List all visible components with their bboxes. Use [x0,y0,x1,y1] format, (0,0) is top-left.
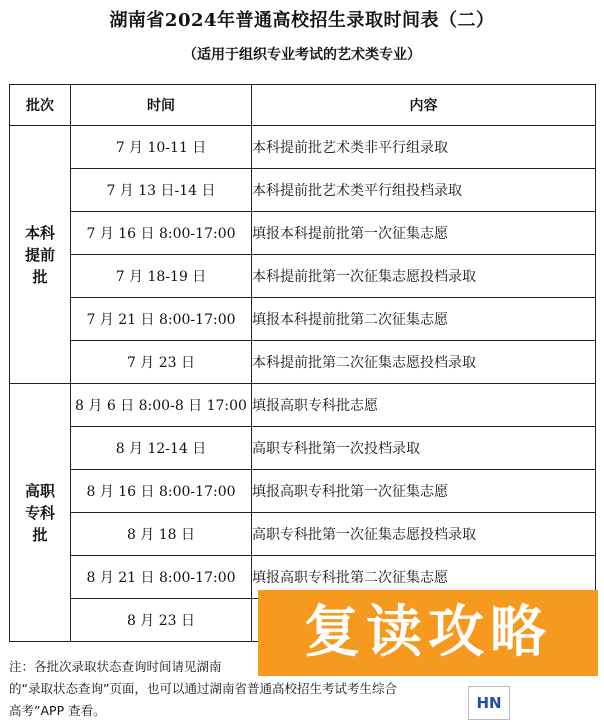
content-cell: 填报高职专科批第一次征集志愿 [252,470,596,513]
time-cell: 8 月 21 日 8:00-17:00 [71,556,252,599]
content-cell: 填报本科提前批第一次征集志愿 [252,212,596,255]
table-row [10,212,596,255]
content-cell: 填报本科提前批第二次征集志愿 [252,298,596,341]
header-batch: 批次 [10,85,71,126]
table-row [10,470,596,513]
page-subtitle: （适用于组织专业考试的艺术类专业） [183,47,421,63]
time-cell: 7 月 23 日 [71,341,252,384]
content-cell: 本科提前批艺术类平行组投档录取 [252,169,596,212]
table-row [10,513,596,556]
time-cell: 8 月 6 日 8:00-8 日 17:00 [71,384,252,427]
table-row [10,341,596,384]
content-cell: 本科提前批第二次征集志愿投档录取 [252,341,596,384]
time-cell: 8 月 12-14 日 [71,427,252,470]
table-row [10,427,596,470]
content-cell: 填报高职专科批第二次征集志愿 [252,556,596,599]
table-row [10,126,596,169]
time-cell: 8 月 16 日 8:00-17:00 [71,470,252,513]
table-header-row [10,85,596,126]
content-cell: 本科提前批第一次征集志愿投档录取 [252,255,596,298]
header-time: 时间 [71,85,252,126]
table-row [10,384,596,427]
time-cell: 7 月 18-19 日 [71,255,252,298]
content-cell: 填报高职专科批志愿 [252,384,596,427]
content-cell: 高职专科批第一次投档录取 [252,427,596,470]
page-title: 湖南省2024年普通高校招生录取时间表（二） [109,10,495,31]
content-cell: 本科提前批艺术类非平行组录取 [252,126,596,169]
time-cell: 7 月 16 日 8:00-17:00 [71,212,252,255]
table-row [10,169,596,212]
batch-cell-vocational: 高职 专科 批 [10,384,71,642]
table-row [10,255,596,298]
time-cell: 7 月 10-11 日 [71,126,252,169]
watermark-banner: 复读攻略 [258,590,598,676]
hn-logo: HN [468,686,510,720]
time-cell: 7 月 13 日-14 日 [71,169,252,212]
time-cell: 8 月 23 日 [71,599,252,642]
time-cell: 7 月 21 日 8:00-17:00 [71,298,252,341]
footnote-line: 高考”APP 查看。 [9,703,106,718]
header-content: 内容 [252,85,596,126]
footnote-line: 注：各批次录取状态查询时间请见湖南 [9,659,222,674]
time-cell: 8 月 18 日 [71,513,252,556]
schedule-table [9,84,596,642]
batch-cell-undergrad: 本科 提前 批 [10,126,71,384]
table-row [10,298,596,341]
footnote-line: 的“录取状态查询”页面，也可以通过湖南省普通高校招生考试考生综合 [9,681,397,696]
content-cell: 高职专科批第一次征集志愿投档录取 [252,513,596,556]
